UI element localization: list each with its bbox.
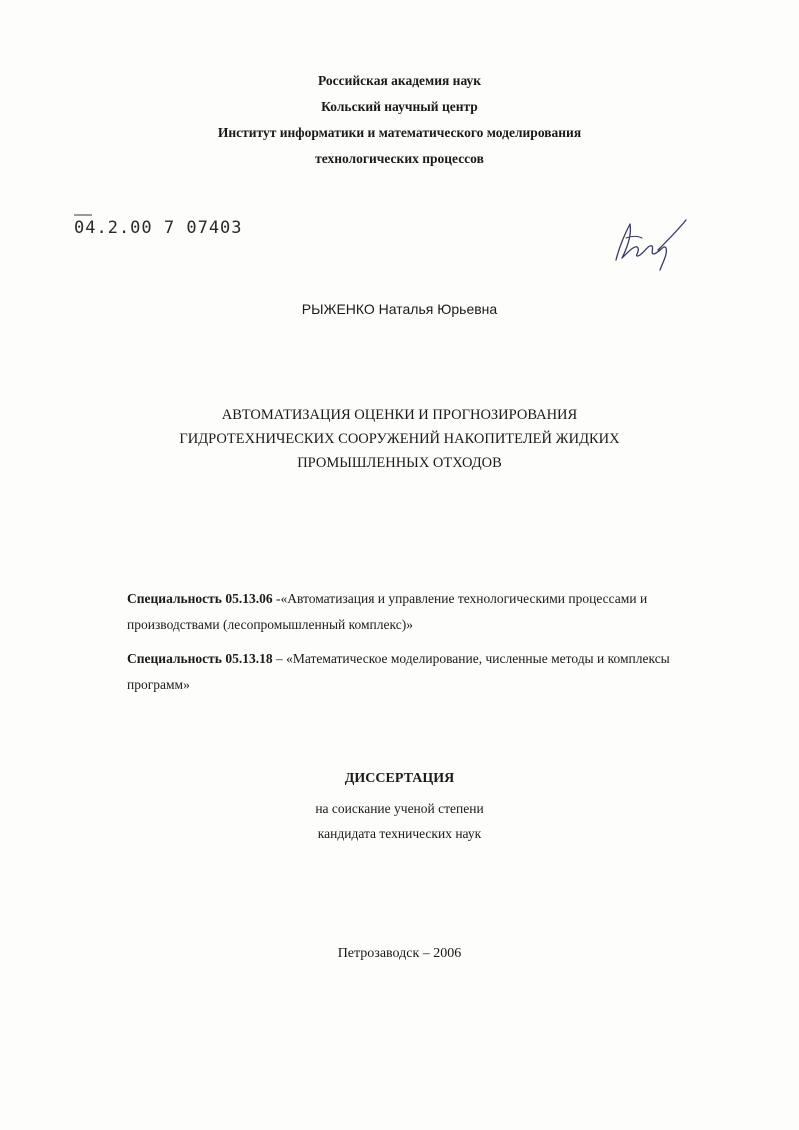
inventory-mark [74,214,92,216]
header-line-processes: технологических процессов [315,151,484,166]
dissertation-title [0,403,799,475]
specialty-label: Специальность 05.13.18 [127,651,273,666]
specialty-label: Специальность 05.13.06 [127,591,273,606]
specialty-text: -«Автоматизация и управление технологическими процессами и производствами (лесопромышленный комплекс)» [127,591,648,632]
inventory-number: 04.2.00 7 07403 [74,218,243,238]
header-line-institute: Институт информатики и математического моделирования [217,125,582,140]
specialty-paragraph [127,646,727,698]
dissertation-block [0,768,799,846]
title-line: ГИДРОТЕХНИЧЕСКИХ СООРУЖЕНИЙ НАКОПИТЕЛЕЙ ЖИДКИХ [179,431,620,447]
title-line: АВТОМАТИЗАЦИЯ ОЦЕНКИ И ПРОГНОЗИРОВАНИЯ [221,407,578,423]
place-year: Петрозаводск – 2006 [337,946,462,961]
signature-icon [608,214,690,272]
title-line: ПРОМЫШЛЕННЫХ ОТХОДОВ [297,455,502,471]
dissertation-heading: ДИССЕРТАЦИЯ [344,771,455,786]
institution-header [0,68,799,172]
specialty-paragraph [127,586,727,638]
degree-line: на соискание ученой степени [315,801,484,816]
degree-line: кандидата технических наук [317,826,482,841]
author-name: РЫЖЕНКО Наталья Юрьевна [301,301,498,317]
header-line-center: Кольский научный центр [321,99,478,114]
specialty-text: – «Математическое моделирование, численные методы и комплексы программ» [127,651,670,692]
header-line-academy: Российская академия наук [317,73,482,88]
